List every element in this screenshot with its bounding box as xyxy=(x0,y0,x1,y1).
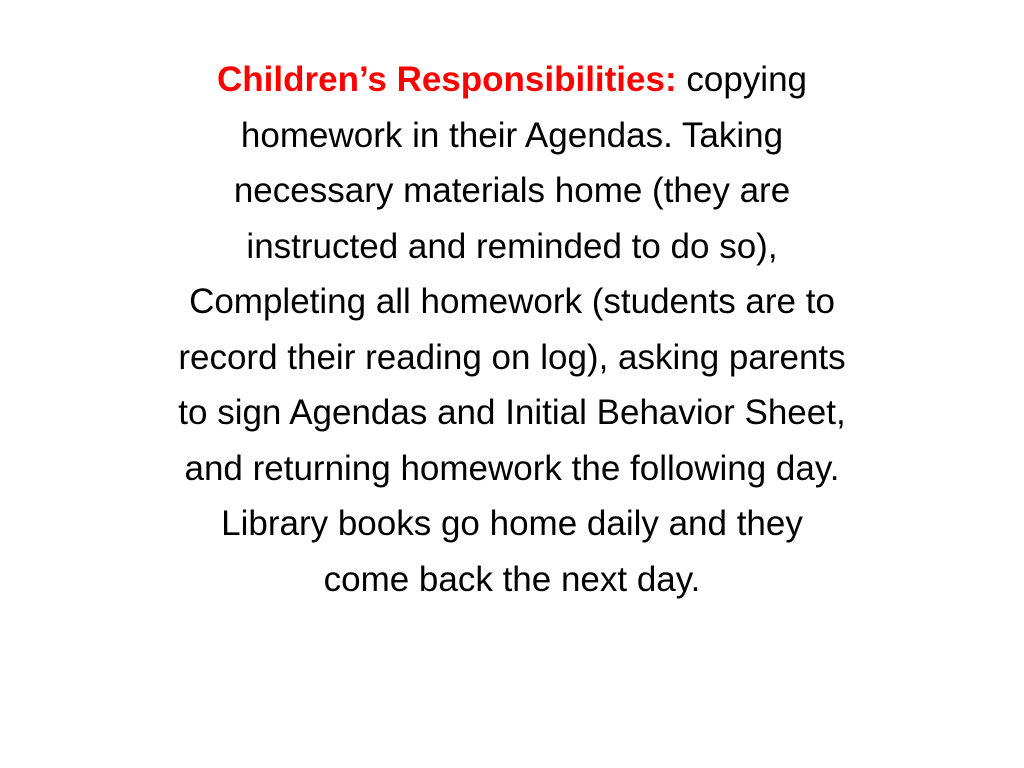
body-line-2: homework in their Agendas. Taking xyxy=(240,115,784,155)
body-line-10: come back the next day. xyxy=(323,559,701,599)
slide-body-text xyxy=(44,52,980,607)
body-line-5: Completing all homework (students are to xyxy=(189,282,835,321)
body-line-7: to sign Agendas and Initial Behavior Sheet, xyxy=(178,393,846,432)
body-line-9: Library books go home daily and they xyxy=(221,504,803,543)
body-line-1: copying xyxy=(686,60,807,99)
body-line-6: record their reading on log), asking parents xyxy=(178,337,846,377)
body-line-4: instructed and reminded to do so), xyxy=(246,226,778,266)
slide-heading: Children’s Responsibilities: xyxy=(217,60,677,99)
body-line-3: necessary materials home (they are xyxy=(233,171,791,210)
body-line-8: and returning homework the following day. xyxy=(184,448,840,488)
